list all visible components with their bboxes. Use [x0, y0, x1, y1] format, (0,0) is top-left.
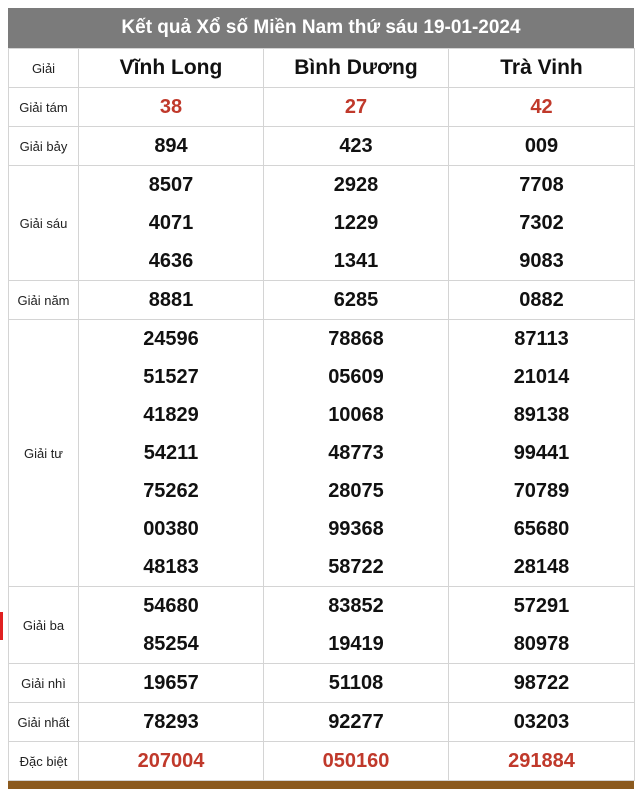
prize-number: 28075 [328, 480, 384, 502]
prize-cell [79, 742, 264, 781]
prize-number: 24596 [143, 328, 199, 350]
prize-number: 42 [530, 96, 553, 118]
prize-row [9, 281, 635, 320]
prize-number: 19419 [328, 633, 384, 655]
prize-number: 2928 [333, 174, 379, 196]
prize-cell [79, 127, 264, 166]
prize-number: 99441 [513, 442, 570, 464]
prize-number: 85254 [143, 633, 199, 655]
prize-number: 83852 [328, 595, 384, 617]
prize-cell [264, 664, 449, 703]
prize-cell [79, 166, 264, 281]
prize-row [9, 88, 635, 127]
prize-cell [79, 703, 264, 742]
footer-bar [8, 781, 634, 789]
province-name[interactable]: Bình Dương [264, 49, 449, 88]
prize-cell [264, 127, 449, 166]
prize-number: 51108 [328, 672, 384, 694]
results-container [8, 8, 634, 781]
red-edge-marker [0, 612, 3, 640]
prize-number: 10068 [328, 404, 384, 426]
prize-column-header: Giải [9, 49, 79, 88]
prize-cell [79, 281, 264, 320]
prize-number: 7302 [519, 212, 564, 234]
prize-row [9, 703, 635, 742]
prize-number: 28148 [513, 556, 570, 578]
prize-cell [449, 587, 635, 664]
prize-number: 1229 [333, 212, 379, 234]
prize-number: 51527 [143, 366, 199, 388]
prize-number: 8881 [148, 289, 194, 311]
prize-number: 38 [159, 96, 183, 118]
prize-number: 65680 [513, 518, 570, 540]
prize-number: 7708 [519, 174, 564, 196]
prize-number: 9083 [519, 250, 564, 272]
prize-row [9, 320, 635, 587]
prize-cell [449, 664, 635, 703]
prize-cell [264, 166, 449, 281]
prize-cell [449, 320, 635, 587]
prize-number: 87113 [514, 328, 569, 350]
prize-cell [264, 281, 449, 320]
prize-label: Giải bảy [9, 127, 79, 166]
prize-number: 894 [154, 135, 188, 157]
prize-number: 41829 [143, 404, 199, 426]
prize-cell [449, 742, 635, 781]
prize-number: 21014 [513, 366, 570, 388]
prize-label: Giải sáu [9, 166, 79, 281]
prize-number: 291884 [508, 750, 575, 772]
prize-label: Giải ba [9, 587, 79, 664]
prize-label: Giải tư [9, 320, 79, 587]
prize-number: 009 [524, 135, 559, 157]
prize-cell [79, 587, 264, 664]
prize-number: 54680 [143, 595, 199, 617]
prize-row [9, 742, 635, 781]
prize-label: Giải tám [9, 88, 79, 127]
prize-rows [9, 88, 635, 781]
prize-number: 70789 [513, 480, 570, 502]
results-title: Kết quả Xổ số Miền Nam thứ sáu 19-01-2024 [8, 8, 634, 48]
prize-number: 1341 [333, 250, 379, 272]
prize-number: 98722 [513, 672, 570, 694]
prize-number: 19657 [143, 672, 199, 694]
prize-number: 78868 [328, 328, 384, 350]
prize-number: 050160 [322, 750, 390, 772]
prize-number: 54211 [143, 442, 199, 464]
prize-number: 8507 [148, 174, 194, 196]
prize-number: 89138 [513, 404, 570, 426]
prize-cell [449, 703, 635, 742]
prize-number: 4071 [148, 212, 194, 234]
prize-cell [264, 320, 449, 587]
prize-number: 4636 [148, 250, 194, 272]
prize-number: 03203 [513, 711, 570, 733]
prize-cell [449, 166, 635, 281]
prize-number: 0882 [519, 289, 564, 311]
prize-number: 78293 [143, 711, 199, 733]
prize-cell [264, 587, 449, 664]
prize-cell [264, 703, 449, 742]
prize-number: 6285 [333, 289, 379, 311]
province-header-row [9, 49, 635, 88]
prize-cell [79, 88, 264, 127]
prize-cell [449, 281, 635, 320]
province-name[interactable]: Vĩnh Long [79, 49, 264, 88]
prize-cell [79, 320, 264, 587]
prize-number: 00380 [143, 518, 199, 540]
prize-row [9, 664, 635, 703]
prize-row [9, 166, 635, 281]
results-table [8, 48, 635, 781]
prize-cell [79, 664, 264, 703]
prize-number: 92277 [328, 711, 384, 733]
prize-label: Giải năm [9, 281, 79, 320]
prize-number: 99368 [328, 518, 384, 540]
prize-cell [264, 742, 449, 781]
prize-number: 207004 [137, 750, 205, 772]
prize-row [9, 127, 635, 166]
prize-label: Đặc biệt [9, 742, 79, 781]
prize-cell [449, 88, 635, 127]
prize-label: Giải nhì [9, 664, 79, 703]
prize-number: 58722 [328, 556, 384, 578]
prize-number: 75262 [143, 480, 199, 502]
prize-number: 27 [344, 96, 368, 118]
prize-number: 48773 [328, 442, 384, 464]
province-name[interactable]: Trà Vinh [449, 49, 635, 88]
prize-number: 05609 [328, 366, 384, 388]
prize-cell [449, 127, 635, 166]
prize-number: 423 [339, 135, 373, 157]
prize-row [9, 587, 635, 664]
prize-number: 80978 [513, 633, 570, 655]
prize-label: Giải nhất [9, 703, 79, 742]
prize-number: 48183 [143, 556, 199, 578]
prize-cell [264, 88, 449, 127]
prize-number: 57291 [513, 595, 570, 617]
